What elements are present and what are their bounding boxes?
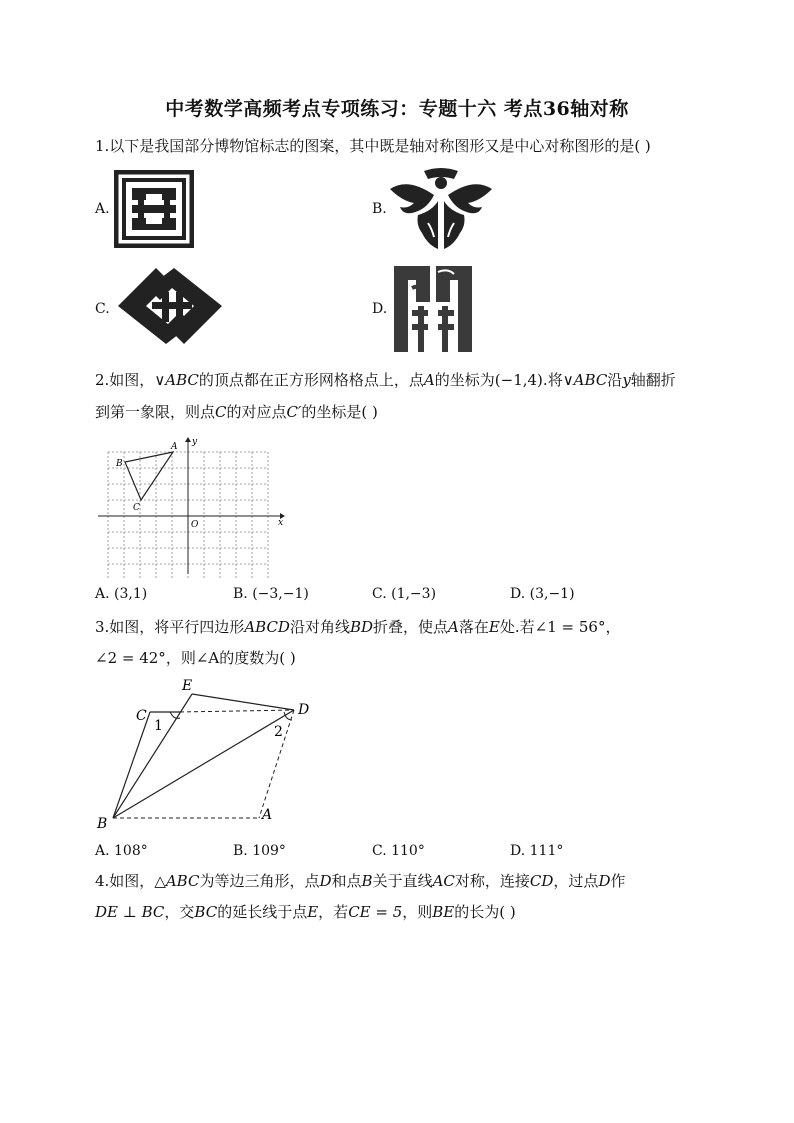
label-origin: O <box>191 520 199 530</box>
q3-math: ∠2 = 42° <box>95 649 166 667</box>
label-c: C <box>136 708 147 724</box>
label-a: A <box>262 807 273 823</box>
q3-text: 的度数为( ) <box>219 649 296 667</box>
q4-math: CD <box>529 872 554 890</box>
q2-text: 的坐标为 <box>434 371 495 389</box>
question-2-line-2 <box>95 402 378 422</box>
q4-text: 的长为( ) <box>454 903 516 921</box>
q4-text: 为等边三角形，点 <box>199 872 320 890</box>
page-title: 中考数学高频考点专项练习：专题十六 考点36轴对称 <box>165 98 629 120</box>
q4-math: D <box>598 872 611 890</box>
q4-text: 和点 <box>331 872 362 890</box>
q4-math: △ABC <box>154 872 200 890</box>
question-4-line-1 <box>95 871 625 891</box>
q2-grid-figure <box>96 436 292 578</box>
q2-text: 的坐标是( ) <box>301 403 378 421</box>
q3-text: 3.如图，将平行四边形 <box>95 618 245 636</box>
q4-text: 4.如图， <box>95 872 155 890</box>
q2-math: C <box>215 403 227 421</box>
museum-logo-a <box>114 170 194 248</box>
q1-option-b-label: B. <box>372 201 387 217</box>
label-y-axis: y <box>192 437 198 447</box>
q2-math: (−1,4) <box>494 371 543 389</box>
question-2-line-1 <box>95 370 676 390</box>
q2-option-c: C. (1,−3) <box>372 586 437 602</box>
q2-math: ∨ABC <box>154 371 199 389</box>
q1-option-a-label: A. <box>95 201 110 217</box>
q3-math: A <box>448 618 459 636</box>
q2-math: y <box>622 371 631 389</box>
q2-text: 沿 <box>607 371 623 389</box>
q2-text: 2.如图， <box>95 371 155 389</box>
q2-text: 轴翻折 <box>630 371 676 389</box>
q4-math: DE ⊥ BC <box>95 903 165 921</box>
q2-option-d: D. (3,−1) <box>510 586 575 602</box>
question-1-stem: 1.以下是我国部分博物馆标志的图案，其中既是轴对称图形又是中心对称图形的是( ) <box>95 137 651 155</box>
q3-text: 折叠，使点 <box>373 618 449 636</box>
q4-math: AC <box>432 872 455 890</box>
museum-logo-c <box>114 264 226 348</box>
q2-text: 到第一象限，则点 <box>95 403 216 421</box>
q2-text: 的顶点都在正方形网格格点上，点 <box>198 371 424 389</box>
q4-text: ，交 <box>164 903 195 921</box>
q2-text: 的对应点 <box>226 403 287 421</box>
segment-ed <box>192 694 294 710</box>
label-b: B <box>97 816 108 832</box>
segment-bc <box>113 712 150 818</box>
q3-text: 处.若 <box>499 618 535 636</box>
q4-text: 的延长线于点 <box>217 903 308 921</box>
q2-option-a: A. (3,1) <box>95 586 148 602</box>
q3-option-d: D. 111° <box>510 843 564 859</box>
label-x-axis: x <box>278 518 284 528</box>
q2-option-b: B. (−3,−1) <box>233 586 309 602</box>
q2-math: ∨ABC <box>562 371 608 389</box>
q4-math: E <box>307 903 319 921</box>
label-d: D <box>298 702 310 718</box>
q4-math: BC <box>194 903 218 921</box>
q4-text: 作 <box>610 872 626 890</box>
label-a: A <box>171 442 178 452</box>
q2-math: C′ <box>286 403 302 421</box>
label-e: E <box>182 678 193 694</box>
q3-math: BD <box>349 618 374 636</box>
q3-text: ， <box>605 618 621 636</box>
q2-text: .将 <box>542 371 563 389</box>
q3-option-c: C. 110° <box>372 843 425 859</box>
q3-math: ∠1 = 56° <box>534 618 606 636</box>
q3-text: ，则 <box>165 649 196 667</box>
question-3-line-2 <box>95 648 296 668</box>
q3-text: 落在 <box>458 618 489 636</box>
q4-math: CE = 5 <box>348 903 403 921</box>
triangle-abc <box>125 452 173 500</box>
q4-math: BE <box>432 903 455 921</box>
question-3-line-1 <box>95 617 620 637</box>
q3-math: ABCD <box>244 618 290 636</box>
q4-text: ，若 <box>318 903 349 921</box>
question-4-line-2 <box>95 902 516 922</box>
q3-math: E <box>488 618 500 636</box>
label-angle-1: 1 <box>154 718 163 734</box>
label-angle-2: 2 <box>274 724 283 740</box>
segment-cd-hidden <box>180 710 294 712</box>
q2-math: A <box>423 371 435 389</box>
q4-text: ，过点 <box>553 872 599 890</box>
q4-text: ，则 <box>402 903 433 921</box>
museum-logo-b <box>388 167 494 251</box>
q4-text: 关于直线 <box>372 872 433 890</box>
q1-option-c-label: C. <box>95 301 110 317</box>
q3-text: 沿对角线 <box>289 618 350 636</box>
label-b: B <box>116 459 123 469</box>
museum-logo-d <box>390 262 476 356</box>
q1-option-d-label: D. <box>372 301 388 317</box>
segment-bd <box>113 710 294 818</box>
label-c: C <box>133 503 140 513</box>
q3-math: ∠A <box>195 649 220 667</box>
q3-option-b: B. 109° <box>233 843 286 859</box>
q3-option-a: A. 108° <box>95 843 148 859</box>
q3-parallelogram-figure <box>94 676 324 834</box>
q4-math: D <box>319 872 332 890</box>
q4-math: B <box>361 872 373 890</box>
q4-text: 对称，连接 <box>454 872 530 890</box>
